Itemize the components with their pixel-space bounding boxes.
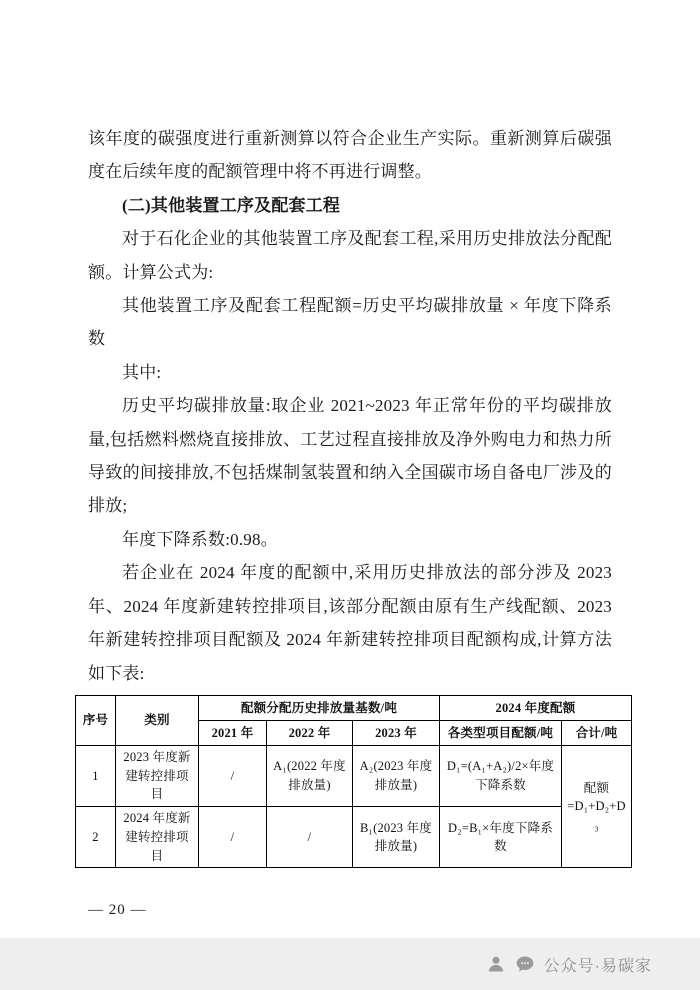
- header-2021: 2021 年: [199, 720, 267, 745]
- cell-2022: /: [267, 807, 353, 868]
- paragraph-formula: 其他装置工序及配套工程配额=历史平均碳排放量 × 年度下降系数: [88, 296, 612, 349]
- cell-2021: /: [199, 745, 267, 806]
- cell-serial: 1: [76, 745, 116, 806]
- total-quota-label: 配额: [583, 780, 610, 795]
- allocation-table: [75, 695, 632, 869]
- person-icon: [486, 954, 506, 974]
- header-2023: 2023 年: [353, 720, 440, 745]
- cell-total-quota: [562, 745, 632, 868]
- header-category: 类别: [116, 695, 199, 745]
- header-total: 合计/吨: [562, 720, 632, 745]
- total-quota-formula: =D₁+D₂+D₃: [567, 799, 626, 833]
- cell-type-quota: D₁=(A₁+A₂)/2×年度下降系数: [440, 745, 562, 806]
- chat-bubble-icon: [515, 954, 535, 974]
- paragraph-decline-factor: 年度下降系数:0.98。: [122, 529, 278, 549]
- cell-2022: A₁(2022 年度排放量): [267, 745, 353, 806]
- header-2022: 2022 年: [267, 720, 353, 745]
- table-header-row-1: [76, 695, 632, 720]
- paragraph-carbon-intensity: 该年度的碳强度进行重新测算以符合企业生产实际。重新测算后碳强度在后续年度的配额管理中将不再进行调整。: [88, 129, 612, 182]
- header-base-group: 配额分配历史排放量基数/吨: [199, 695, 440, 720]
- section-heading-other-units: (二)其他装置工序及配套工程: [122, 195, 341, 215]
- cell-2021: /: [199, 807, 267, 868]
- watermark-text: 公众号·易碳家: [543, 957, 652, 975]
- header-serial: 序号: [76, 695, 116, 745]
- paragraph-method-intro: 对于石化企业的其他装置工序及配套工程,采用历史排放法分配配额。计算公式为:: [88, 229, 612, 282]
- cell-2023: B₁(2023 年度排放量): [353, 807, 440, 868]
- paragraph-historical-average: 历史平均碳排放量:取企业 2021~2023 年正常年份的平均碳排放量,包括燃料燃烧直接排放、工艺过程直接排放及净外购电力和热力所导致的间接排放,不包括煤制氢装置和纳入全国碳市场自备电厂涉及的排放;: [88, 396, 612, 516]
- table-row-2024-project: [76, 807, 632, 868]
- header-type-quota: 各类型项目配额/吨: [440, 720, 562, 745]
- paragraph-wherein: 其中:: [122, 362, 162, 382]
- document-body: [82, 122, 626, 928]
- cell-serial: 2: [76, 807, 116, 868]
- cell-category: 2023 年度新建转控排项目: [116, 745, 199, 806]
- page-number: — 20 —: [88, 902, 147, 919]
- cell-type-quota: D₂=B₁×年度下降系数: [440, 807, 562, 868]
- cell-2023: A₂(2023 年度排放量): [353, 745, 440, 806]
- cell-category: 2024 年度新建转控排项目: [116, 807, 199, 868]
- paragraph-2024-quota-note: 若企业在 2024 年度的配额中,采用历史排放法的部分涉及 2023 年、2024 年度新建转控排项目,该部分配额由原有生产线配额、2023 年新建转控排项目配额及 2024 年新建转控排项目配额构成,计算方法如下表:: [88, 563, 612, 683]
- allocation-table-wrapper: [75, 695, 631, 869]
- watermark-footer: [0, 938, 700, 990]
- header-2024-group: 2024 年度配额: [440, 695, 632, 720]
- table-row-2023-project: [76, 745, 632, 806]
